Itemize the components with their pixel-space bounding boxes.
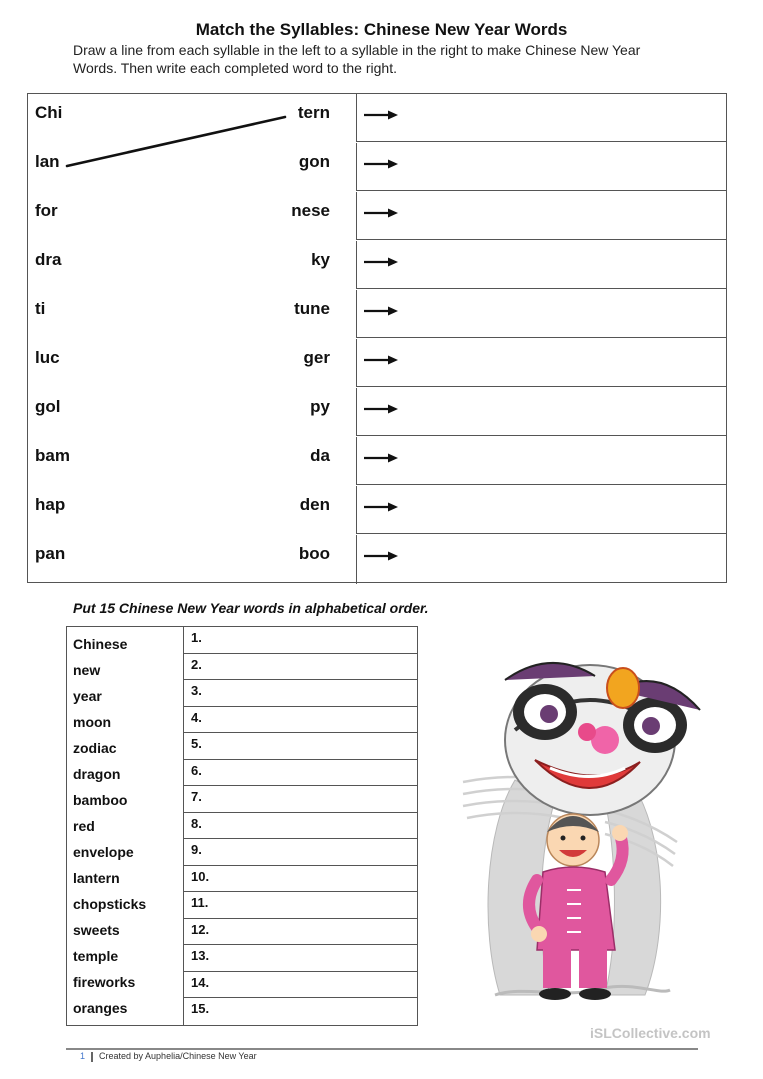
match-row xyxy=(28,339,726,388)
answer-row[interactable] xyxy=(183,919,418,946)
word-item: chopsticks xyxy=(73,896,147,912)
left-syllable: Chi xyxy=(35,103,63,122)
row-number: 6. xyxy=(191,762,202,778)
right-syllable: den xyxy=(299,495,330,514)
answer-cell[interactable] xyxy=(356,535,726,584)
match-row xyxy=(28,241,726,290)
left-syllable: dra xyxy=(35,250,62,269)
answer-row[interactable] xyxy=(183,760,418,787)
row-number: 10. xyxy=(191,868,210,884)
alphabetical-order-instruction: Put 15 Chinese New Year words in alphabetical order. xyxy=(73,600,429,616)
word-item: temple xyxy=(73,948,119,964)
answer-cell[interactable] xyxy=(356,192,726,240)
right-syllable: da xyxy=(310,446,330,465)
left-syllable: lan xyxy=(35,152,60,171)
instructions: Draw a line from each syllable in the left to a syllable in the right to make Chinese New Year Words. Then write each completed word to the right. xyxy=(73,42,641,76)
answer-cell[interactable] xyxy=(356,437,726,485)
page-number: 1 xyxy=(80,1051,86,1061)
answer-row[interactable] xyxy=(183,654,418,681)
answer-cell[interactable] xyxy=(356,143,726,191)
row-number: 1. xyxy=(191,630,202,645)
word-table xyxy=(66,626,418,1026)
answer-row[interactable] xyxy=(183,733,418,760)
row-number: 5. xyxy=(191,736,202,751)
left-syllable: luc xyxy=(35,348,60,367)
row-number: 4. xyxy=(191,709,202,725)
match-row xyxy=(28,535,726,584)
arrow-icon xyxy=(364,255,398,269)
word-item: moon xyxy=(73,714,112,730)
right-syllable: ky xyxy=(311,250,330,269)
answer-row[interactable] xyxy=(183,866,418,893)
arrow-icon xyxy=(364,108,398,122)
answer-row[interactable] xyxy=(183,680,418,707)
row-number: 9. xyxy=(191,842,202,857)
arrow-icon xyxy=(364,549,398,563)
footer-separator xyxy=(91,1052,93,1062)
answer-cell[interactable] xyxy=(356,241,726,289)
match-row xyxy=(28,290,726,339)
answer-row[interactable] xyxy=(183,786,418,813)
word-item: new xyxy=(73,662,101,678)
footer xyxy=(80,1051,257,1062)
word-item: sweets xyxy=(73,922,120,938)
word-item: red xyxy=(73,818,95,834)
answer-row[interactable] xyxy=(183,839,418,866)
arrow-icon xyxy=(364,206,398,220)
right-syllable: tern xyxy=(297,103,330,122)
right-syllable: tune xyxy=(294,299,330,318)
footer-divider xyxy=(66,1048,698,1050)
right-syllable: ger xyxy=(303,348,330,367)
answer-row[interactable] xyxy=(183,945,418,972)
word-item: envelope xyxy=(73,844,134,860)
word-item: zodiac xyxy=(73,740,117,756)
row-number: 3. xyxy=(191,683,202,698)
match-row xyxy=(28,388,726,437)
row-number: 8. xyxy=(191,815,202,831)
arrow-icon xyxy=(364,157,398,171)
word-item: oranges xyxy=(73,1000,128,1016)
answer-cell[interactable] xyxy=(356,94,726,142)
answer-cell[interactable] xyxy=(356,339,726,387)
answer-row[interactable] xyxy=(183,998,418,1025)
answer-row[interactable] xyxy=(183,707,418,734)
example-match-line xyxy=(28,94,358,174)
worksheet-title: Match the Syllables: Chinese New Year Words xyxy=(195,20,568,39)
answer-row[interactable] xyxy=(183,892,418,919)
left-syllable: pan xyxy=(35,544,66,563)
word-item: Chinese xyxy=(73,636,128,652)
row-number: 13. xyxy=(191,948,210,963)
match-row xyxy=(28,192,726,241)
arrow-icon xyxy=(364,353,398,367)
right-syllable: nese xyxy=(291,201,330,220)
left-syllable: gol xyxy=(35,397,61,416)
arrow-icon xyxy=(364,402,398,416)
word-list xyxy=(67,627,184,1025)
row-number: 14. xyxy=(191,974,210,990)
match-row xyxy=(28,486,726,535)
arrow-icon xyxy=(364,451,398,465)
word-item: dragon xyxy=(73,766,121,782)
row-number: 7. xyxy=(191,789,202,804)
word-item: bamboo xyxy=(73,792,128,808)
lion-dance-illustration xyxy=(455,650,705,1010)
word-item: lantern xyxy=(73,870,120,886)
row-number: 15. xyxy=(191,1001,210,1016)
arrow-icon xyxy=(364,500,398,514)
left-syllable: bam xyxy=(35,446,70,465)
left-syllable: for xyxy=(35,201,58,220)
word-item: year xyxy=(73,688,102,704)
answer-cell[interactable] xyxy=(356,388,726,436)
answer-cell[interactable] xyxy=(356,486,726,534)
row-number: 2. xyxy=(191,656,202,672)
arrow-icon xyxy=(364,304,398,318)
match-table xyxy=(27,93,727,583)
answer-row[interactable] xyxy=(183,972,418,999)
answer-row[interactable] xyxy=(183,627,418,654)
left-syllable: hap xyxy=(35,495,66,514)
word-item: fireworks xyxy=(73,974,136,990)
row-number: 11. xyxy=(191,895,209,910)
right-syllable: py xyxy=(310,397,330,416)
match-row xyxy=(28,437,726,486)
answer-row[interactable] xyxy=(183,813,418,840)
left-syllable: ti xyxy=(35,299,46,318)
footer-credit: Created by Auphelia/Chinese New Year xyxy=(99,1051,257,1061)
watermark: iSLCollective.com xyxy=(590,1025,711,1041)
row-number: 12. xyxy=(191,921,210,937)
right-syllable: boo xyxy=(298,544,330,563)
right-syllable: gon xyxy=(298,152,330,171)
answer-cell[interactable] xyxy=(356,290,726,338)
